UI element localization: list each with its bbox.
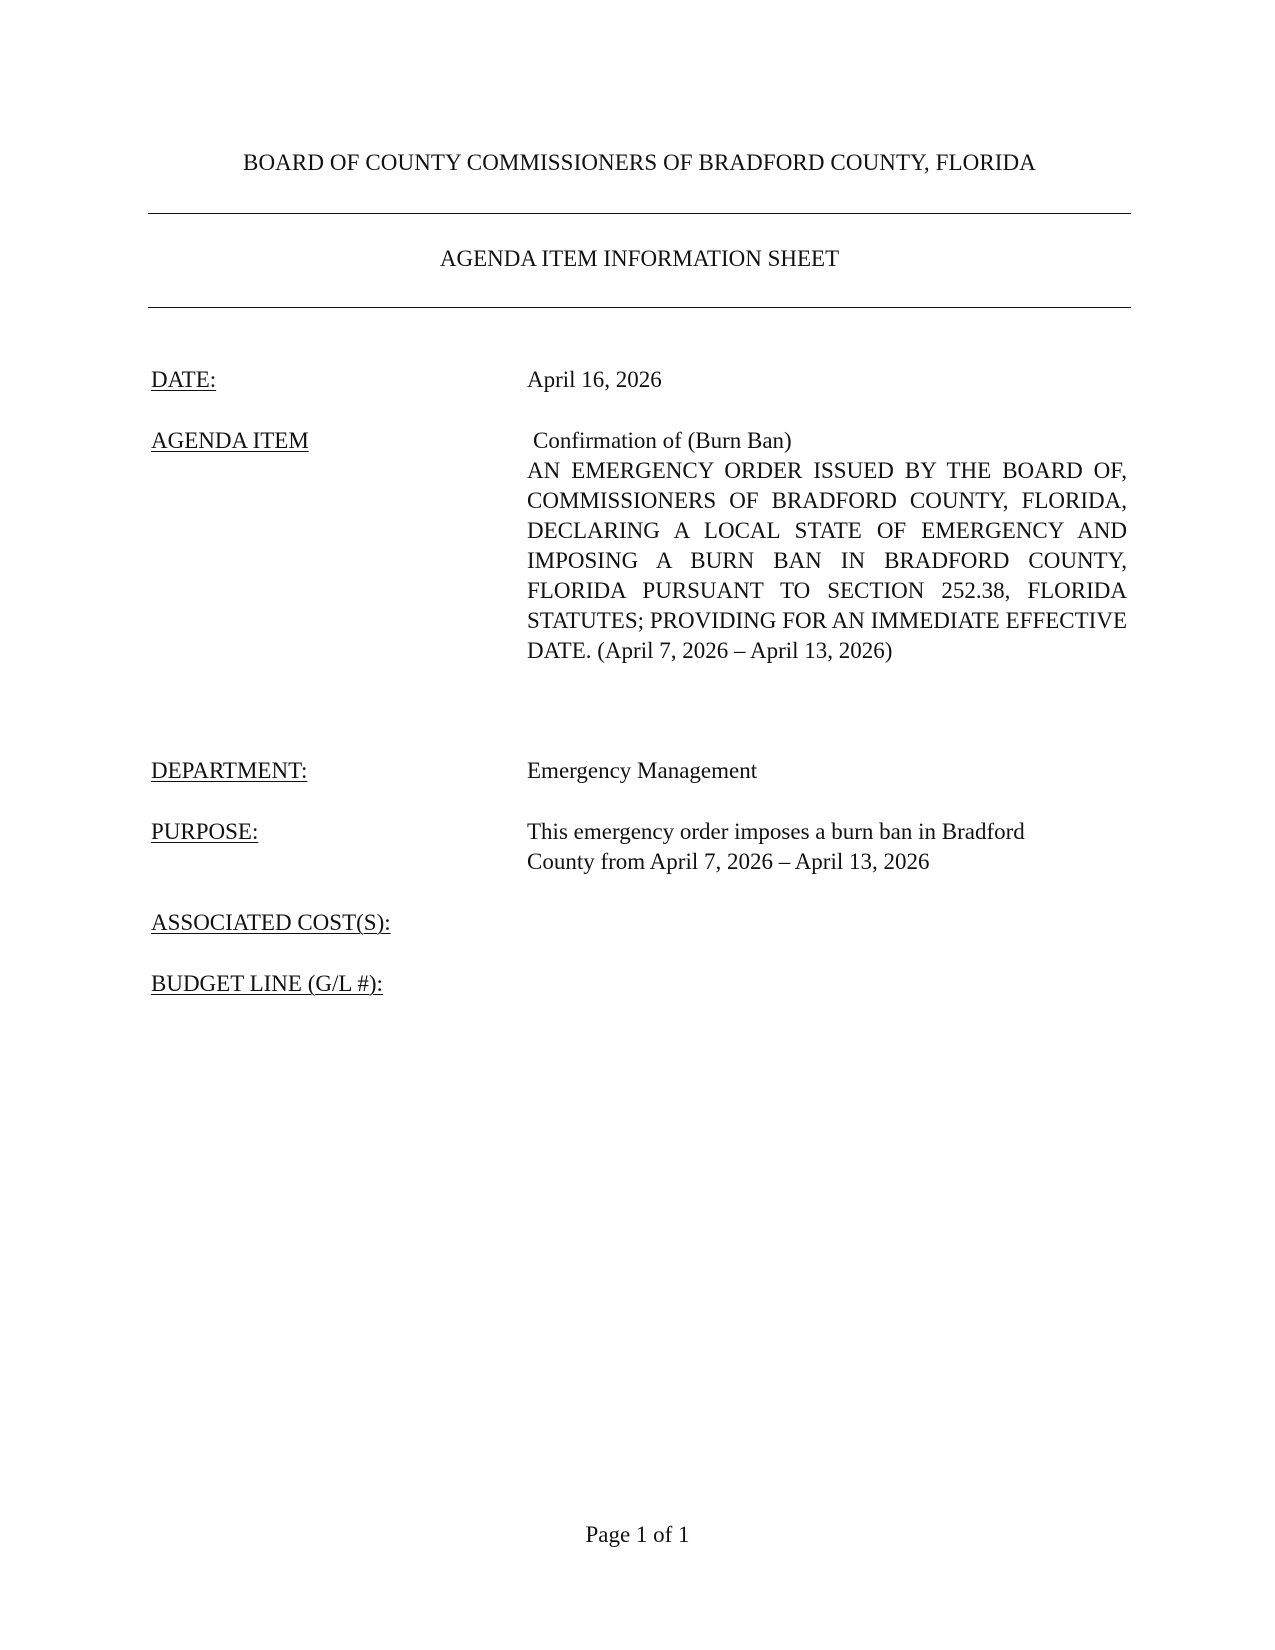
department-value: Emergency Management — [527, 758, 758, 783]
department-label: DEPARTMENT: — [151, 758, 308, 783]
associated-costs-label: ASSOCIATED COST(S): — [151, 910, 391, 935]
date-label: DATE: — [151, 367, 217, 392]
purpose-value: This emergency order imposes a burn ban in Bradford County from April 7, 2026 – April 13, 2026 — [527, 819, 1025, 874]
agenda-item-subtitle: Confirmation of (Burn Ban) — [533, 428, 792, 453]
sheet-title: AGENDA ITEM INFORMATION SHEET — [439, 246, 840, 271]
agenda-item-label: AGENDA ITEM — [151, 428, 309, 453]
header-divider-bottom — [148, 307, 1131, 308]
agenda-item-body: AN EMERGENCY ORDER ISSUED BY THE BOARD OF, COMMISSIONERS OF BRADFORD COUNTY, FLORIDA, DECLARING A LOCAL STATE OF EMERGENCY AND IMPOSING A BURN BAN IN BRADFORD COUNTY, FLORIDA PURSUANT TO SECTION 252.38, FLORIDA STATUTES; PROVIDING FOR AN IMMEDIATE EFFECTIVE DATE. (April 7, 2026 – April 13, 2026) — [527, 458, 1127, 663]
purpose-label: PURPOSE: — [151, 819, 259, 844]
organization-title: BOARD OF COUNTY COMMISSIONERS OF BRADFORD COUNTY, FLORIDA — [243, 150, 1036, 175]
budget-line-label: BUDGET LINE (G/L #): — [151, 971, 383, 996]
date-value: April 16, 2026 — [527, 367, 662, 392]
agenda-item-value — [527, 426, 1127, 666]
page-number: Page 1 of 1 — [585, 1522, 690, 1547]
header-divider-top — [148, 213, 1131, 214]
